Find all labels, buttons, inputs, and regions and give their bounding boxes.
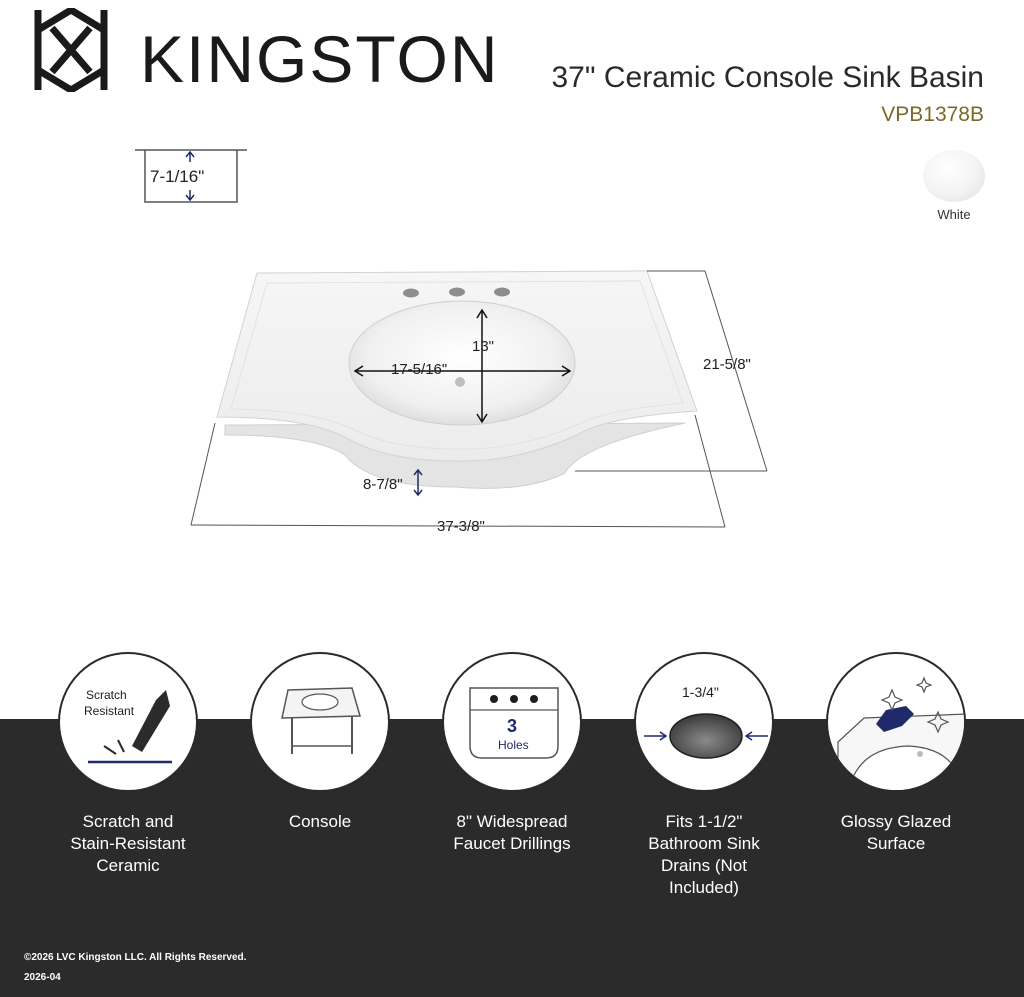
feature-label-scratch [38, 811, 218, 877]
feature-label-line: Ceramic [96, 856, 160, 875]
three-faucet-holes-icon [442, 652, 582, 792]
feature-label-line: Scratch and [82, 812, 174, 831]
feature-label-console [230, 811, 410, 833]
feature-label-line: Surface [866, 834, 926, 853]
feature-label-line: Glossy Glazed [840, 812, 952, 831]
drain-opening-icon [634, 652, 774, 792]
feature-label-line: 8" Widespread [456, 812, 568, 831]
scratch-resistant-knife-icon [58, 652, 198, 792]
height-label: 8-7/8" [363, 476, 403, 493]
feature-label-line: Faucet Drillings [453, 834, 571, 853]
basin-depth-label: 13" [472, 338, 495, 355]
overall-depth-label: 21-5/8" [703, 356, 751, 373]
feature-label-line: Included) [669, 878, 739, 897]
date-code: 2026-04 [24, 972, 61, 983]
glossy-surface-hand-icon [826, 652, 966, 792]
color-swatch-white [923, 150, 985, 202]
brand-name: KINGSTON [140, 22, 500, 96]
icon-text-resistant: Resistant [84, 704, 135, 718]
color-swatch-label: White [937, 207, 971, 222]
drain-size-text: 1-3/4" [682, 684, 719, 700]
icon-text-scratch: Scratch [86, 688, 127, 702]
sink-basin-drawing [185, 265, 785, 540]
holes-word: Holes [498, 738, 529, 752]
depth-box-label: 7-1/16" [150, 167, 205, 186]
feature-label-faucet [422, 811, 602, 855]
model-number: VPB1378B [881, 103, 984, 126]
feature-label-line: Bathroom Sink [648, 834, 760, 853]
feature-label-drain [614, 811, 794, 899]
basin-width-label: 17-5/16" [391, 361, 448, 378]
feature-label-line: Drains (Not [661, 856, 747, 875]
feature-label-line: Console [288, 812, 352, 831]
feature-label-line: Fits 1-1/2" [665, 812, 743, 831]
copyright-text: ©2026 LVC Kingston LLC. All Rights Reserved. [24, 952, 247, 963]
feature-label-line: Stain-Resistant [70, 834, 186, 853]
kingston-logo-mark-icon [34, 8, 108, 92]
console-sink-icon [250, 652, 390, 792]
holes-count: 3 [507, 716, 518, 736]
feature-label-glossy [806, 811, 986, 855]
product-title: 37" Ceramic Console Sink Basin [551, 61, 984, 94]
overall-width-label: 37-3/8" [437, 518, 485, 535]
